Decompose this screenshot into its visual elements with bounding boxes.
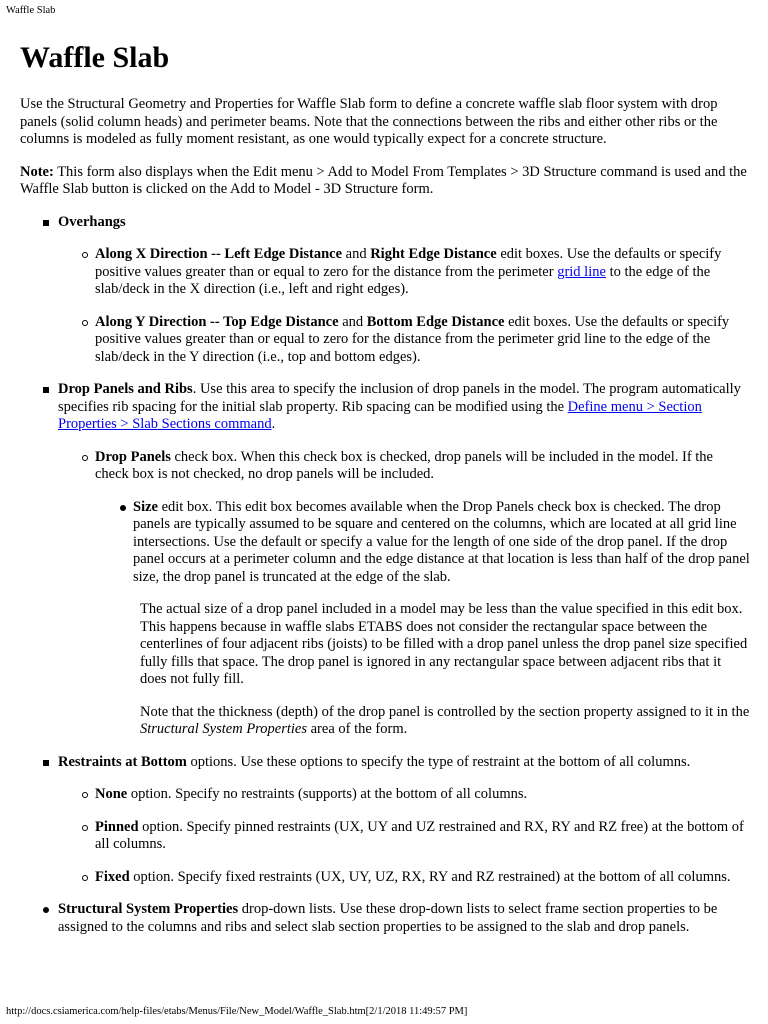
document-body <box>20 40 750 951</box>
x-direction-text-end: to the edge of the slab/deck in the X direction (i.e., left and right edges). <box>95 263 711 297</box>
list-item-drop-panels-ribs <box>20 381 750 434</box>
restraints-text: options. Use these options to specify the type of restraint at the bottom of all columns. <box>186 753 691 770</box>
note-text: This form also displays when the Edit menu > Add to Model From Templates > 3D Structure command is used and the Waffle Slab button is clicked on the Add to Model - 3D Structure form. <box>20 163 747 197</box>
thickness-text-end: area of the form. <box>307 721 408 737</box>
list-item-fixed <box>20 869 750 887</box>
none-label: None <box>95 786 128 802</box>
overhangs-heading: Overhangs <box>58 213 126 230</box>
structural-text: drop-down lists. Use these drop-down lists to select frame section properties to be assigned to the columns and ribs and select slab section properties to be assigned to the slab and drop panels. <box>58 901 718 935</box>
fixed-text: option. Specify fixed restraints (UX, UY, UZ, RX, RY and RZ restrained) at the bottom of all columns. <box>129 868 731 885</box>
size-text: edit box. This edit box becomes available when the Drop Panels check box is checked. The drop panels are typically assumed to be square and centered on the columns, which are located at all grid line intersections. Use the default or specify a value for the length of one side of the drop panel. If the drop panel occurs at a perimeter column and the edge distance at that location is less than half of the drop panel size, the drop panel is truncated at the edge of the slab. <box>133 498 750 585</box>
note-label: Note: <box>20 163 54 180</box>
list-item-pinned <box>20 819 750 854</box>
print-header: Waffle Slab <box>6 5 56 16</box>
list-item-drop-panels-checkbox <box>20 449 750 484</box>
fixed-label: Fixed <box>95 868 130 885</box>
note-paragraph <box>20 164 750 199</box>
list-item-structural-system <box>20 901 750 936</box>
structural-heading: Structural System Properties <box>58 901 239 917</box>
drop-panels-text-end: . <box>271 416 276 432</box>
thickness-text: Note that the thickness (depth) of the drop panel is controlled by the section property assigned to it in the <box>140 703 750 720</box>
define-menu-link[interactable]: Define menu > Section Properties > Slab Sections command <box>58 398 702 432</box>
grid-line-link[interactable]: grid line <box>557 263 606 280</box>
main-list <box>20 214 750 587</box>
drop-panels-text: . Use this area to specify the inclusion of drop panels in the model. The program automatically specifies rib spacing for the initial slab property. Rib spacing can be modified using the <box>58 381 741 415</box>
pinned-text: option. Specify pinned restraints (UX, UY and UZ restrained and RX, RY and RZ free) at the bottom of all columns. <box>95 818 744 852</box>
drop-panels-heading: Drop Panels and Ribs <box>58 381 193 397</box>
restraints-heading: Restraints at Bottom <box>58 753 187 770</box>
none-text: option. Specify no restraints (supports) at the bottom of all columns. <box>127 786 528 802</box>
drop-panels-checkbox-text: check box. When this check box is checked, drop panels will be included in the model. If the check box is not checked, no drop panels will be included. <box>95 448 713 482</box>
x-direction-label: Along X Direction -- Left Edge Distance <box>95 246 343 262</box>
list-item-x-direction <box>20 246 750 299</box>
list-item-none <box>20 786 750 804</box>
x-direction-and: and <box>342 246 371 262</box>
page-title: Waffle Slab <box>20 41 170 74</box>
bottom-edge-label: Bottom Edge Distance <box>366 313 505 330</box>
drop-panel-size-paragraph: The actual size of a drop panel included in a model may be less than the value specified in this edit box. This happens because in waffle slabs ETABS does not consider the rectangular space between the centerlines of four adjacent ribs (joists) to be filled with a drop panel unless the drop panel size specified fully fills that space. The drop panel is ignored in any rectangular space between adjacent ribs that it does not fully fill. <box>140 601 748 687</box>
list-item-restraints <box>20 754 750 772</box>
drop-panel-thickness-paragraph <box>140 704 750 739</box>
restraints-list <box>20 754 750 887</box>
size-label: Size <box>133 498 158 515</box>
list-item-size <box>20 499 750 587</box>
y-direction-label: Along Y Direction -- Top Edge Distance <box>95 313 339 330</box>
pinned-label: Pinned <box>95 818 139 835</box>
drop-panels-checkbox-label: Drop Panels <box>95 448 171 465</box>
structural-system-ref: Structural System Properties <box>140 721 307 737</box>
y-direction-text: edit boxes. Use the defaults or specify positive values greater than or equal to zero for the distance from the perimeter grid line to the edge of the slab/deck in the Y direction (i.e., top and bottom edges). <box>95 313 730 365</box>
intro-paragraph: Use the Structural Geometry and Properties for Waffle Slab form to define a concrete waffle slab floor system with drop panels (solid column heads) and perimeter beams. Note that the connections between the ribs and either other ribs or the columns is modeled as fully moment resistant, as one would typically expect for a concrete structure. <box>20 96 718 147</box>
structural-list <box>20 901 750 936</box>
print-footer-url: http://docs.csiamerica.com/help-files/etabs/Menus/File/New_Model/Waffle_Slab.htm[2/1/2018 11:49:57 PM] <box>6 1006 468 1017</box>
list-item-y-direction <box>20 314 750 367</box>
list-item-overhangs <box>20 214 750 232</box>
y-direction-and: and <box>338 313 367 330</box>
x-direction-text: edit boxes. Use the defaults or specify positive values greater than or equal to zero for the distance from the perimeter <box>95 246 722 280</box>
right-edge-label: Right Edge Distance <box>370 246 497 262</box>
